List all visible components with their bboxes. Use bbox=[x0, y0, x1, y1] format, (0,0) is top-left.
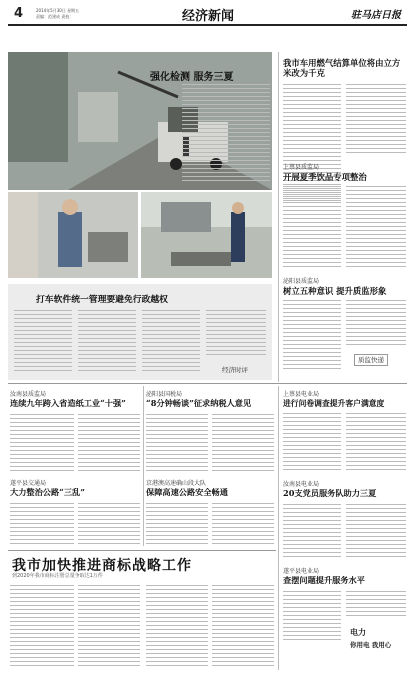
column-rule-right-top bbox=[278, 52, 279, 382]
lower-mid-1-kicker: 泌阳县国税局 bbox=[146, 391, 183, 398]
lower-mid-1-title: “8分钟畅谈”征求纳税人意见 bbox=[146, 398, 252, 408]
right-article-3-kicker: 泌阳县质监局 bbox=[283, 278, 320, 285]
commentary-title: 打车软件统一管理要避免行政越权 bbox=[36, 295, 168, 305]
editor-line: 责编：范建成 责校： bbox=[36, 14, 74, 19]
lower-right-1-body-b bbox=[346, 413, 406, 475]
lower-right-3-kicker: 遂平县电业局 bbox=[283, 568, 320, 575]
bottom-body-1 bbox=[10, 585, 74, 669]
lower-left-2-body-b bbox=[78, 503, 140, 547]
lower-mid-2-title: 保障高速公路安全畅通 bbox=[146, 487, 228, 497]
header-rule bbox=[8, 24, 407, 26]
right-article-3-body-a bbox=[283, 300, 341, 374]
power-ad-slogan: 你用电 我用心 bbox=[350, 641, 392, 649]
lower-right-2-title: 20支党员服务队助力三夏 bbox=[283, 488, 377, 498]
commentary-tag: 经济时评 bbox=[222, 366, 248, 374]
lower-right-1-kicker: 上蔡县电业局 bbox=[283, 391, 320, 398]
section-divider bbox=[8, 383, 407, 384]
lower-right-2-kicker: 汝南县电业局 bbox=[283, 481, 320, 488]
photo-technician bbox=[8, 192, 138, 278]
lower-right-2-body-a bbox=[283, 504, 341, 560]
lower-right-1-title: 进行问卷调查提升客户满意度 bbox=[283, 399, 385, 408]
lower-right-1-body-a bbox=[283, 413, 341, 475]
quality-express-tag: 质监快递 bbox=[354, 354, 388, 366]
right-article-1-body-b bbox=[346, 84, 406, 156]
right-article-2-body-a bbox=[283, 186, 341, 270]
photo-caption-text bbox=[182, 84, 270, 190]
lower-right-2-body-b bbox=[346, 504, 406, 560]
lower-left-1-body-b bbox=[78, 414, 140, 474]
bottom-body-2 bbox=[78, 585, 140, 669]
lower-left-1-title: 连续九年跨入省造纸工业“十强” bbox=[10, 398, 126, 408]
lower-left-2-body-a bbox=[10, 503, 74, 547]
paper-name: 驻马店日报 bbox=[351, 10, 401, 21]
commentary-body-1 bbox=[14, 310, 72, 376]
column-rule-right-bottom bbox=[278, 386, 279, 670]
lower-right-3-body-b bbox=[346, 591, 406, 621]
bottom-body-3 bbox=[146, 585, 208, 669]
right-article-2-kicker: 上蔡县质监局 bbox=[283, 164, 320, 171]
lower-right-3-body-a bbox=[283, 591, 341, 643]
bottom-rule bbox=[8, 550, 276, 551]
commentary-body-2 bbox=[78, 310, 136, 376]
right-article-2-title: 开展夏季饮品专项整治 bbox=[283, 172, 367, 182]
page-number: 4 bbox=[14, 6, 24, 21]
lower-mid-1-body-a bbox=[146, 414, 208, 474]
lower-left-1-body-a bbox=[10, 414, 74, 474]
photo-caption-title: 强化检测 服务三夏 bbox=[150, 72, 234, 83]
commentary-body-3 bbox=[142, 310, 200, 376]
lower-left-1-kicker: 汝南县质监局 bbox=[10, 391, 47, 398]
section-title: 经济新闻 bbox=[182, 9, 235, 24]
right-article-2-body-b bbox=[346, 186, 406, 270]
lower-mid-2-body-b bbox=[212, 503, 274, 547]
lower-mid-2-body-a bbox=[146, 503, 208, 547]
lower-left-2-title: 大力整治公路“三乱” bbox=[10, 487, 85, 497]
lower-left-2-kicker: 遂平县交通局 bbox=[10, 480, 47, 487]
issue-date: 2014年5月30日 星期五 bbox=[36, 8, 80, 13]
power-ad-brand: 电力 bbox=[350, 628, 366, 637]
bottom-body-4 bbox=[212, 585, 274, 669]
lower-mid-2-kicker: 京港澳高速确山段大队 bbox=[146, 480, 207, 487]
bottom-subtitle: 到2020年我市商标注册总量争取达1万件 bbox=[12, 573, 103, 579]
lower-right-3-title: 查摆问题提升服务水平 bbox=[283, 575, 365, 585]
right-article-3-body-b bbox=[346, 300, 406, 350]
commentary-body-4 bbox=[206, 310, 266, 360]
column-rule-mid bbox=[143, 386, 144, 546]
power-ad bbox=[350, 627, 406, 653]
lower-mid-1-body-b bbox=[212, 414, 274, 474]
right-article-1-title: 我市车用燃气结算单位将由立方米改为千克 bbox=[283, 58, 401, 78]
photo-weighing bbox=[141, 192, 272, 278]
bottom-headline: 我市加快推进商标战略工作 bbox=[12, 558, 192, 574]
right-article-3-title: 树立五种意识 提升质监形象 bbox=[283, 286, 387, 296]
